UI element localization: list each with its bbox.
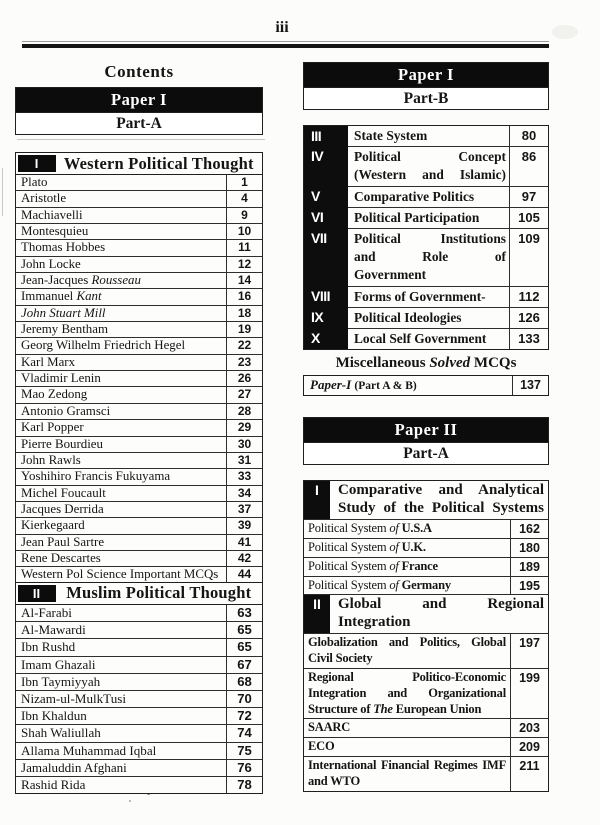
text-segment: U.K. — [398, 540, 426, 555]
text-segment: Imam Ghazali — [21, 656, 96, 672]
page-number: 109 — [510, 228, 548, 286]
toc-entry — [16, 436, 226, 452]
text-line — [338, 482, 544, 500]
section-title: Western Political Thought — [63, 153, 254, 173]
toc-entry — [16, 534, 226, 550]
text-line — [338, 500, 544, 518]
text-segment: Jean Paul Sartre — [21, 534, 105, 549]
chapter-title — [348, 228, 510, 286]
page-number: 126 — [510, 307, 548, 328]
chapter-numeral: VII — [304, 228, 348, 286]
text-segment: Rene Descartes — [21, 550, 101, 565]
text-segment: Al-Farabi — [21, 604, 72, 620]
page-number: 97 — [510, 186, 548, 207]
text-segment: Political System — [308, 521, 390, 536]
parta-bar: Part-A — [304, 442, 548, 464]
text-segment: Civil Society — [308, 651, 373, 666]
text-segment: ECO — [308, 739, 335, 754]
text-line — [354, 230, 506, 248]
page-number: 11 — [226, 239, 262, 255]
text-line — [338, 614, 544, 632]
toc-entry — [304, 668, 511, 718]
page-number: 180 — [511, 538, 548, 557]
text-line — [354, 166, 506, 184]
toc-entry — [16, 605, 226, 621]
toc-entry — [16, 354, 226, 370]
toc-entry — [16, 517, 226, 533]
text-segment: Miscellaneous — [335, 355, 430, 372]
scan-artifact — [552, 25, 578, 39]
text-segment: U.S.A — [398, 521, 432, 536]
toc-entry — [16, 724, 226, 741]
paper1-bar: Paper I — [16, 88, 262, 112]
page-number: 33 — [226, 468, 262, 484]
chapter-title — [348, 307, 510, 328]
toc-entry — [16, 239, 226, 255]
page-number: 68 — [226, 673, 262, 690]
chapter-title — [348, 126, 510, 146]
paper1-bar: Paper I — [304, 63, 548, 87]
chapter-numeral: IX — [304, 307, 348, 328]
text-segment: Al-Mawardi — [21, 622, 86, 638]
text-line — [308, 670, 506, 686]
toc-entry — [16, 501, 226, 517]
page-number: 12 — [226, 256, 262, 272]
text-segment: Montesquieu — [21, 224, 89, 239]
text-segment: Study of the Political Systems — [338, 499, 544, 516]
paper1-partb-header — [303, 62, 549, 110]
page-number: 133 — [510, 328, 548, 349]
text-segment: Structure of — [308, 701, 374, 716]
text-segment: Integration — [338, 613, 411, 630]
text-segment: Michel Foucault — [21, 485, 106, 500]
text-line — [354, 148, 506, 166]
table-body — [16, 605, 262, 793]
toc-entry — [16, 305, 226, 321]
page-number: 70 — [226, 690, 262, 707]
misc-mcqs-heading — [303, 355, 549, 372]
toc-entry — [16, 468, 226, 484]
chapter-numeral: III — [304, 126, 348, 146]
page-number: 162 — [511, 519, 548, 538]
toc-entry — [16, 690, 226, 707]
page-number: 14 — [226, 272, 262, 288]
text-line — [354, 266, 506, 284]
chapter-title — [348, 186, 510, 207]
text-segment: of — [389, 521, 399, 536]
text-segment: MCQs — [470, 355, 517, 372]
text-segment: Pierre Bourdieu — [21, 436, 103, 451]
text-segment: Vladimir Lenin — [21, 371, 101, 386]
section-numeral: II — [304, 594, 330, 633]
text-segment: (Western and Islamic) — [354, 167, 506, 183]
text-segment: Machiavelli — [21, 207, 83, 222]
chapter-title — [348, 146, 510, 185]
toc-entry — [16, 403, 226, 419]
text-segment: Western Pol Science Important MCQs — [21, 567, 219, 582]
text-segment: Plato — [21, 175, 48, 189]
section-numeral: II — [18, 585, 56, 602]
text-segment: Aristotle — [21, 191, 67, 206]
parta-bar: Part-A — [16, 112, 262, 134]
page-number: 209 — [511, 737, 548, 756]
text-segment: State System — [354, 128, 428, 143]
text-segment: Forms of Government- — [354, 288, 486, 304]
page-number: 16 — [226, 288, 262, 304]
text-segment: Political Ideologies — [354, 309, 462, 325]
text-segment: and Role of — [354, 249, 506, 265]
text-line — [308, 651, 506, 667]
table-header — [16, 153, 262, 175]
page-number: 18 — [226, 305, 262, 321]
page-number: 189 — [511, 557, 548, 576]
page-number: 9 — [226, 207, 262, 223]
toc-entry — [304, 376, 512, 395]
toc-entry — [16, 776, 226, 793]
text-segment: Shah Waliullah — [21, 725, 101, 741]
section-numeral: I — [304, 481, 330, 519]
text-segment: Karl Popper — [21, 420, 84, 435]
text-segment: The — [373, 701, 393, 716]
page-number: 28 — [226, 403, 262, 419]
page-number: 63 — [226, 605, 262, 621]
toc-entry — [16, 419, 226, 435]
text-segment: Paper-I — [310, 377, 355, 393]
section-title: Muslim Political Thought — [66, 583, 252, 603]
text-segment: Georg Wilhelm Friedrich Hegel — [21, 338, 186, 353]
section-numeral: I — [18, 155, 56, 172]
page-number: 67 — [226, 656, 262, 673]
text-segment: Rousseau — [91, 273, 141, 288]
toc-entry — [16, 707, 226, 724]
scan-artifact — [129, 800, 131, 802]
text-segment: Comparative Politics — [354, 188, 475, 204]
text-segment: Jean-Jacques — [21, 273, 92, 288]
chapter-numeral: X — [304, 328, 348, 349]
page-number: 44 — [226, 566, 262, 582]
text-segment: Comparative and Analytical — [338, 482, 544, 499]
toc-entry — [16, 656, 226, 673]
partb-bar: Part-B — [304, 87, 548, 109]
chapter-title — [348, 328, 510, 349]
text-segment: Global and Regional — [338, 596, 544, 613]
toc-entry — [304, 576, 511, 595]
text-line — [308, 774, 506, 790]
toc-entry — [16, 566, 226, 582]
page-number: 199 — [511, 668, 548, 718]
toc-entry — [16, 638, 226, 655]
text-line — [308, 758, 506, 774]
page-number: 65 — [226, 638, 262, 655]
page-number: 41 — [226, 534, 262, 550]
text-line — [308, 702, 506, 718]
right-column — [303, 62, 549, 792]
text-line — [354, 248, 506, 266]
text-segment: France — [398, 558, 438, 573]
top-rule — [22, 44, 549, 48]
page-number: 22 — [226, 337, 262, 353]
top-rule-shadow — [22, 41, 549, 42]
section-title — [330, 481, 548, 519]
text-segment: of — [389, 540, 399, 555]
table-header — [16, 583, 262, 605]
toc-entry — [16, 759, 226, 776]
page-number: 23 — [226, 354, 262, 370]
paper2-contents-table — [303, 480, 549, 791]
text-segment: Thomas Hobbes — [21, 240, 106, 255]
text-segment: John Rawls — [21, 452, 81, 467]
text-segment: and WTO — [308, 773, 360, 788]
western-political-thought-table — [15, 152, 263, 584]
text-line — [308, 635, 506, 651]
text-segment: of — [389, 577, 399, 592]
text-segment: Political System — [308, 558, 390, 573]
text-segment: Political Participation — [354, 209, 480, 225]
chapter-title — [348, 207, 510, 228]
text-segment: Political Institutions — [354, 231, 506, 247]
text-segment: Jeremy Bentham — [21, 322, 108, 337]
toc-entry — [16, 256, 226, 272]
text-line — [338, 596, 544, 614]
page-number: 72 — [226, 707, 262, 724]
page-number: 19 — [226, 321, 262, 337]
page-number: 65 — [226, 621, 262, 638]
text-segment: John Stuart Mill — [21, 305, 106, 320]
page-number: 86 — [510, 146, 548, 185]
paper1-parta-header — [15, 87, 263, 135]
toc-entry — [16, 370, 226, 386]
text-line — [308, 686, 506, 702]
page-number: 211 — [511, 756, 548, 791]
misc-mcqs-row — [303, 375, 549, 396]
page-number: iii — [275, 19, 289, 36]
page-number: 29 — [226, 419, 262, 435]
page-number: 27 — [226, 386, 262, 402]
text-segment: Ibn Khaldun — [21, 708, 87, 724]
toc-entry — [304, 519, 511, 538]
page-number: 26 — [226, 370, 262, 386]
contents-heading: Contents — [104, 62, 174, 81]
text-segment: Political System — [308, 540, 390, 555]
section-title — [330, 594, 548, 633]
page-number: 76 — [226, 759, 262, 776]
text-segment: Regional Politico-Economic — [308, 670, 506, 685]
toc-entry — [16, 288, 226, 304]
page-number: 74 — [226, 724, 262, 741]
text-segment: Kierkegaard — [21, 518, 85, 533]
page-number: 137 — [512, 376, 548, 395]
text-segment: Immanuel — [21, 289, 77, 304]
page-number: 31 — [226, 452, 262, 468]
muslim-political-thought-table — [15, 582, 263, 794]
chapter-numeral: VIII — [304, 286, 348, 307]
page-number: 39 — [226, 517, 262, 533]
toc-entry — [304, 557, 511, 576]
page-number: 195 — [511, 576, 548, 595]
chapter-numeral: VI — [304, 207, 348, 228]
page-number: 10 — [226, 223, 262, 239]
page-number: 4 — [226, 190, 262, 206]
partb-chapters-table — [303, 125, 549, 350]
text-segment: Political Concept — [354, 149, 506, 165]
toc-entry — [304, 737, 511, 756]
text-segment: Integration and Organizational — [308, 685, 506, 700]
text-segment: (Part A & B) — [354, 380, 417, 393]
text-segment: Allama Muhammad Iqbal — [21, 742, 157, 758]
page-number: 30 — [226, 436, 262, 452]
scan-artifact — [2, 168, 3, 216]
page-number: 78 — [226, 776, 262, 793]
text-segment: Ibn Taymiyyah — [21, 673, 101, 689]
text-segment: Political System — [308, 577, 390, 592]
page-number: 37 — [226, 501, 262, 517]
toc-entry — [16, 223, 226, 239]
text-segment: Jamaluddin Afghani — [21, 759, 127, 775]
page-number: 112 — [510, 286, 548, 307]
toc-entry — [16, 452, 226, 468]
page-number: 1 — [226, 175, 262, 190]
text-segment: Nizam-ul-MulkTusi — [21, 690, 126, 706]
text-segment: Jacques Derrida — [21, 501, 104, 516]
toc-entry — [16, 190, 226, 206]
page-number: 42 — [226, 550, 262, 566]
toc-entry — [16, 550, 226, 566]
page-number: 105 — [510, 207, 548, 228]
page-number: 197 — [511, 633, 548, 668]
text-segment: Mao Zedong — [21, 387, 88, 402]
toc-entry — [16, 386, 226, 402]
toc-entry — [304, 756, 511, 791]
toc-entry — [16, 321, 226, 337]
paper2-parta-header — [303, 417, 549, 465]
text-segment: International Financial Regimes IMF — [308, 758, 506, 772]
text-segment: Germany — [398, 577, 451, 592]
text-segment: Solved — [429, 355, 471, 372]
text-segment: of — [389, 558, 399, 573]
page-number: 34 — [226, 485, 262, 501]
text-segment: Rashid Rida — [21, 776, 86, 792]
chapter-title — [348, 286, 510, 307]
text-segment: Karl Marx — [21, 354, 76, 369]
text-segment: SAARC — [308, 720, 351, 735]
paper2-bar: Paper II — [304, 418, 548, 442]
text-segment: Government — [354, 267, 427, 283]
toc-entry — [16, 207, 226, 223]
chapter-numeral: IV — [304, 146, 348, 185]
chapter-numeral: V — [304, 186, 348, 207]
toc-entry — [16, 175, 226, 190]
page-number: 203 — [511, 718, 548, 737]
text-segment: Antonio Gramsci — [21, 403, 111, 418]
text-segment: Ibn Rushd — [21, 639, 76, 655]
table-body — [16, 175, 262, 583]
toc-entry — [16, 673, 226, 690]
page-number: 80 — [521, 128, 537, 143]
toc-entry — [16, 272, 226, 288]
text-segment: Kant — [76, 289, 102, 304]
page-number: 75 — [226, 742, 262, 759]
toc-entry — [16, 742, 226, 759]
toc-entry — [16, 485, 226, 501]
text-segment: John Locke — [21, 256, 81, 271]
text-segment: Local Self Government — [354, 331, 487, 347]
toc-entry — [16, 621, 226, 638]
toc-entry — [304, 538, 511, 557]
left-column — [15, 62, 263, 794]
text-segment: Yoshihiro Francis Fukuyama — [21, 469, 171, 484]
text-segment: Globalization and Politics, Global — [308, 635, 506, 650]
text-segment: European Union — [392, 701, 482, 716]
toc-entry — [304, 718, 511, 737]
toc-entry — [304, 633, 511, 668]
toc-entry — [16, 337, 226, 353]
